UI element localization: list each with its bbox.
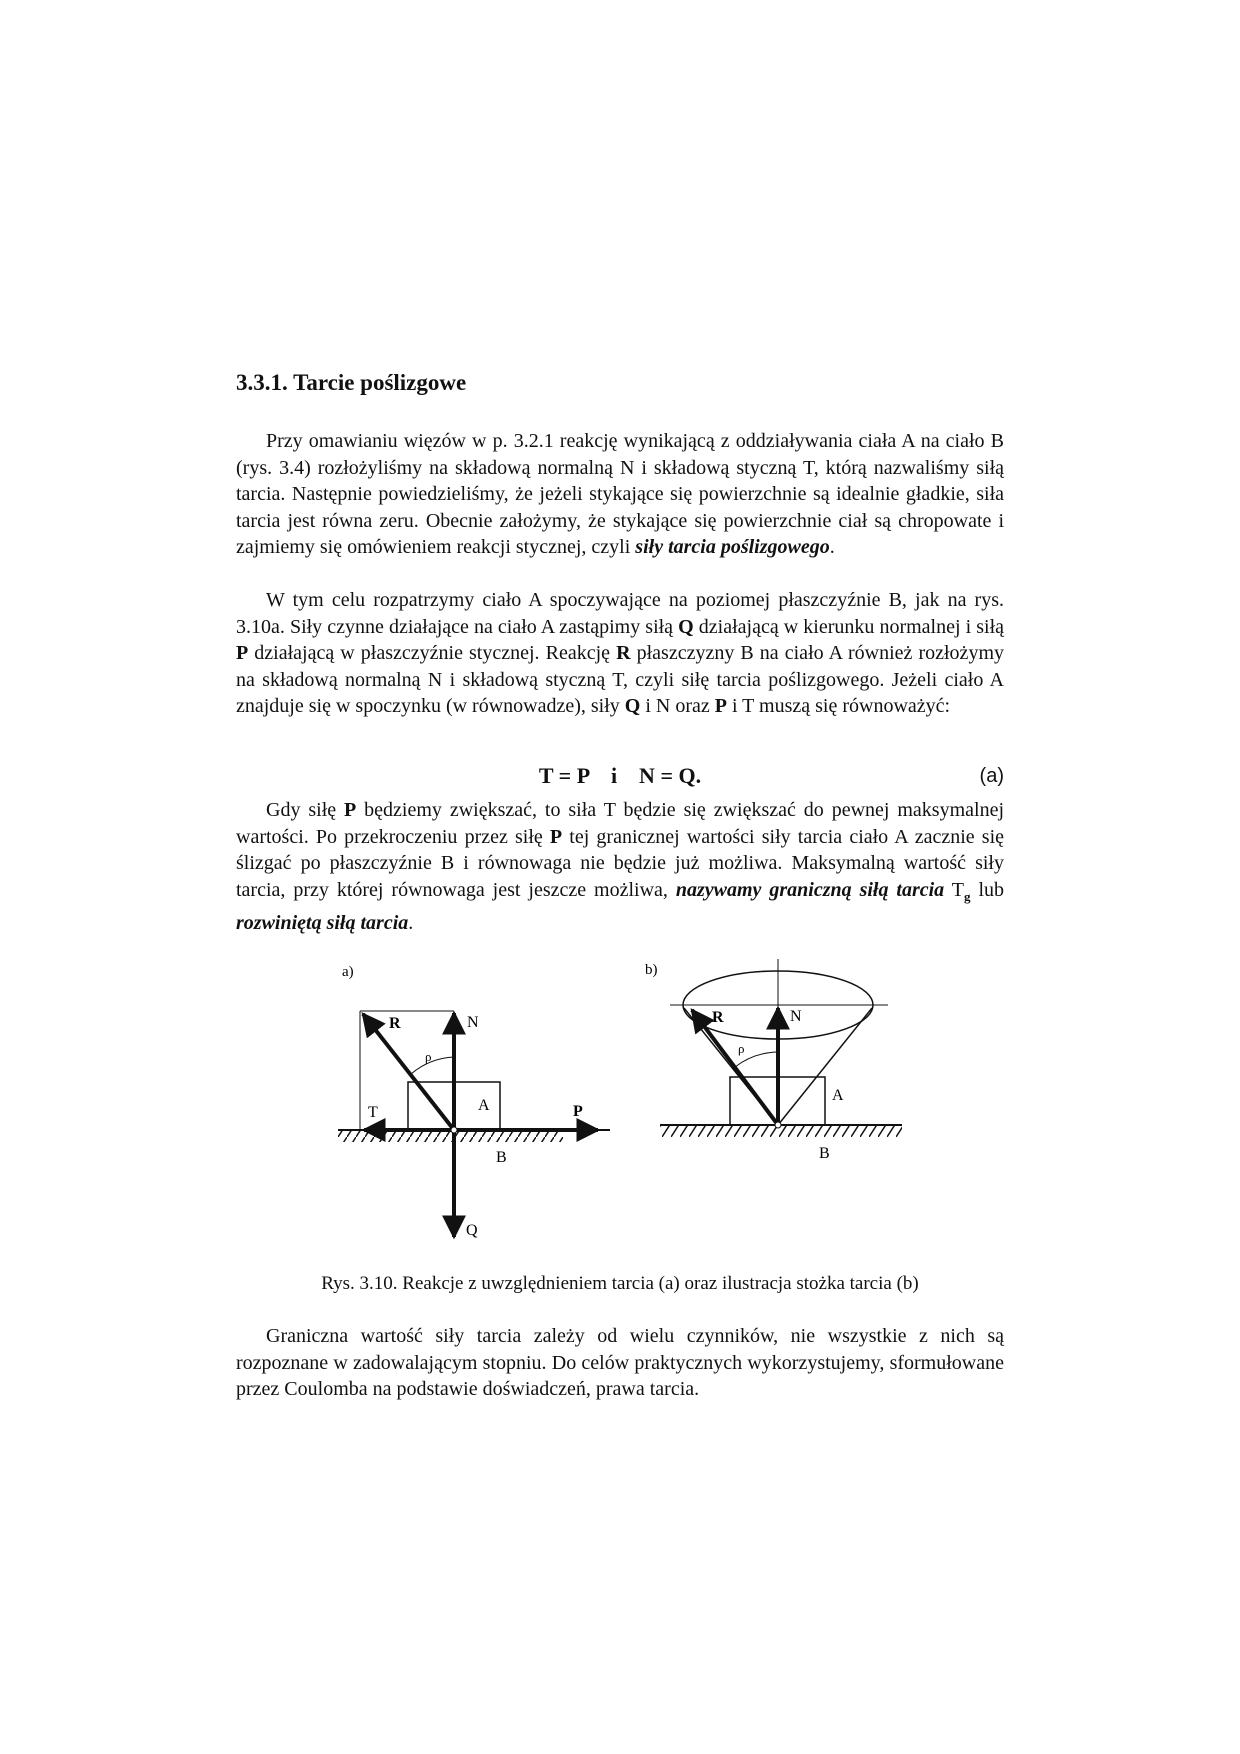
contact-point-b [775,1122,781,1128]
panel-a-label: a) [342,964,354,980]
panel-b-label: b) [645,962,658,978]
figure-svg [320,955,940,1255]
label-r-a: R [389,1015,401,1032]
paragraph-4: Graniczna wartość siły tarcia zależy od wielu czynników, nie wszystkie z nich są rozpoznane w zadowalającym stopniu. Do celów praktycznych wykorzystujemy, sformułowane przez Coulomba na podstawie doświadczeń, prawa tarcia. [236,1325,1004,1400]
figure-3-10 [320,955,940,1255]
term-sliding-friction: siły tarcia poślizgowego [635,536,830,558]
label-plane-b-b: B [819,1145,830,1162]
figure-caption: Rys. 3.10. Reakcje z uwzględnieniem tarcia (a) oraz ilustracja stożka tarcia (b) [321,1273,919,1294]
label-n-a: N [467,1014,479,1031]
label-t-a: T [368,1104,378,1121]
equation-label: (a) [979,765,1004,787]
equation-a [236,763,1004,793]
label-q-a: Q [466,1222,478,1239]
label-block-a: A [478,1097,490,1114]
paragraph-1-text: Przy omawianiu więzów w p. 3.2.1 reakcję wynikającą z oddziaływania ciała A na ciało B (rys. 3.4) rozłożyliśmy na składową normalną N i składową styczną T, którą nazwaliśmy siłą tarcia. Następnie powiedzieliśmy, że jeżeli stykające się powierzchnie są idealnie gładkie, siła tarcia jest równa zeru. Obecnie założymy, że stykające się powierzchnie ciał są chropowate i zajmiemy się omówieniem reakcji stycznej, czyli [236,430,1004,558]
paragraph-3: Gdy siłę P będziemy zwiększać, to siła T będzie się zwiększać do pewnej maksymalnej wartości. Po przekroczeniu przez siłę P tej granicznej wartości siły tarcia ciało A zacznie się ślizgać po płaszczyźnie B i równowaga nie będzie już możliwa. Maksymalną wartość siły tarcia, przy której równowaga jest jeszcze możliwa, nazywamy graniczną siłą tarcia $T_g$ lub rozwiniętą siłą tarcia. [236,799,1005,934]
label-r-b: R [712,1009,724,1026]
arrow-r-b [692,1010,778,1125]
label-plane-b-a: B [496,1149,507,1166]
paragraph-1: Przy omawianiu więzów w p. 3.2.1 reakcję wynikającą z oddziaływania ciała A na ciało B (rys. 3.4) rozłożyliśmy na składową normalną N i składową styczną T, którą nazwaliśmy siłą tarcia. Następnie powiedzieliśmy, że jeżeli stykające się powierzchnie są idealnie gładkie, siła tarcia jest równa zeru. Obecnie założymy, że stykające się powierzchnie ciał są chropowate i zajmiemy się omówieniem reakcji stycznej, czyli siły tarcia poślizgowego. [236,430,1004,558]
panel-b [645,959,902,1162]
equation-formula: T = P i N = Q. [538,763,702,788]
panel-a [338,964,610,1239]
contact-point-a [451,1127,457,1133]
label-rho-a: ρ [425,1049,432,1064]
label-block-b: A [832,1087,844,1104]
label-n-b: N [790,1008,802,1025]
rho-arc-a [411,1057,454,1074]
term-developed-friction: rozwiniętą siłą tarcia [236,912,409,934]
paragraph-2: W tym celu rozpatrzymy ciało A spoczywające na poziomej płaszczyźnie B, jak na rys. 3.10a. Siły czynne działające na ciało A zastąpimy siłą Q działającą w kierunku normalnej i siłą P działającą w płaszczyźnie stycznej. Reakcję R płaszczyzny B na ciało A również rozłożymy na składową normalną N i składową styczną T, czyli siłę tarcia poślizgowego. Jeżeli ciało A znajduje się w spoczynku (w równowadze), siły Q i N oraz P i T muszą się równoważyć: [236,589,1004,717]
label-rho-b: ρ [738,1041,745,1056]
section-title: 3.3.1. Tarcie poślizgowe [236,370,467,395]
label-p-a: P [573,1103,583,1120]
term-limiting-friction: nazywamy graniczną siłą tarcia [675,878,945,901]
